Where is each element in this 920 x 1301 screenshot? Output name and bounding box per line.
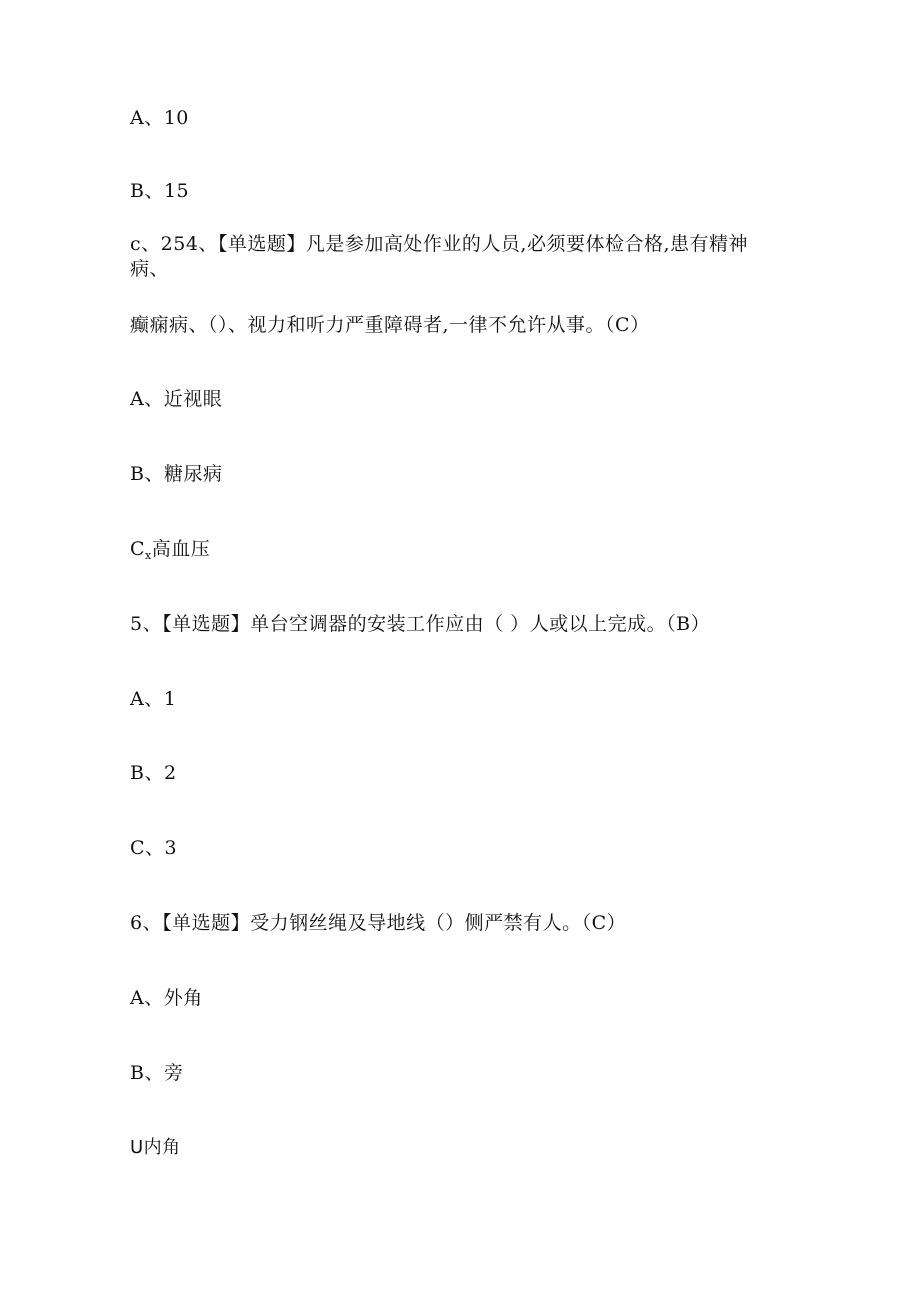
option-a-10: A、10: [130, 107, 189, 129]
option-b-15: B、15: [130, 180, 190, 202]
option-c-inner-angle: U内角: [130, 1137, 181, 1158]
option-b-side: B、旁: [130, 1062, 184, 1084]
option-c-subscript: x: [145, 549, 152, 562]
option-c-3: C、3: [130, 837, 178, 859]
option-b-2: B、2: [130, 762, 177, 784]
option-a-myopia: A、近视眼: [130, 388, 223, 410]
option-a-1: A、1: [130, 688, 177, 710]
question-6: 6、【单选题】受力钢丝绳及导地线（）侧严禁有人。（C）: [130, 912, 627, 934]
question-5: 5、【单选题】单台空调器的安装工作应由（ ）人或以上完成。（B）: [130, 613, 711, 635]
option-a-outer-angle: A、外角: [130, 987, 203, 1009]
question-254-line-2: 病、: [130, 258, 170, 280]
option-b-diabetes: B、糖尿病: [130, 463, 223, 485]
option-c-text: 高血压: [151, 538, 211, 560]
question-254-line-3: 癫痫病、（）、视力和听力严重障碍者,一律不允许从事。（C）: [130, 314, 650, 336]
question-254-line-1: c、254、【单选题】凡是参加高处作业的人员,必须要体检合格,患有精神: [130, 233, 748, 255]
option-c-letter: C: [130, 538, 146, 560]
option-c-hypertension: [130, 537, 210, 568]
